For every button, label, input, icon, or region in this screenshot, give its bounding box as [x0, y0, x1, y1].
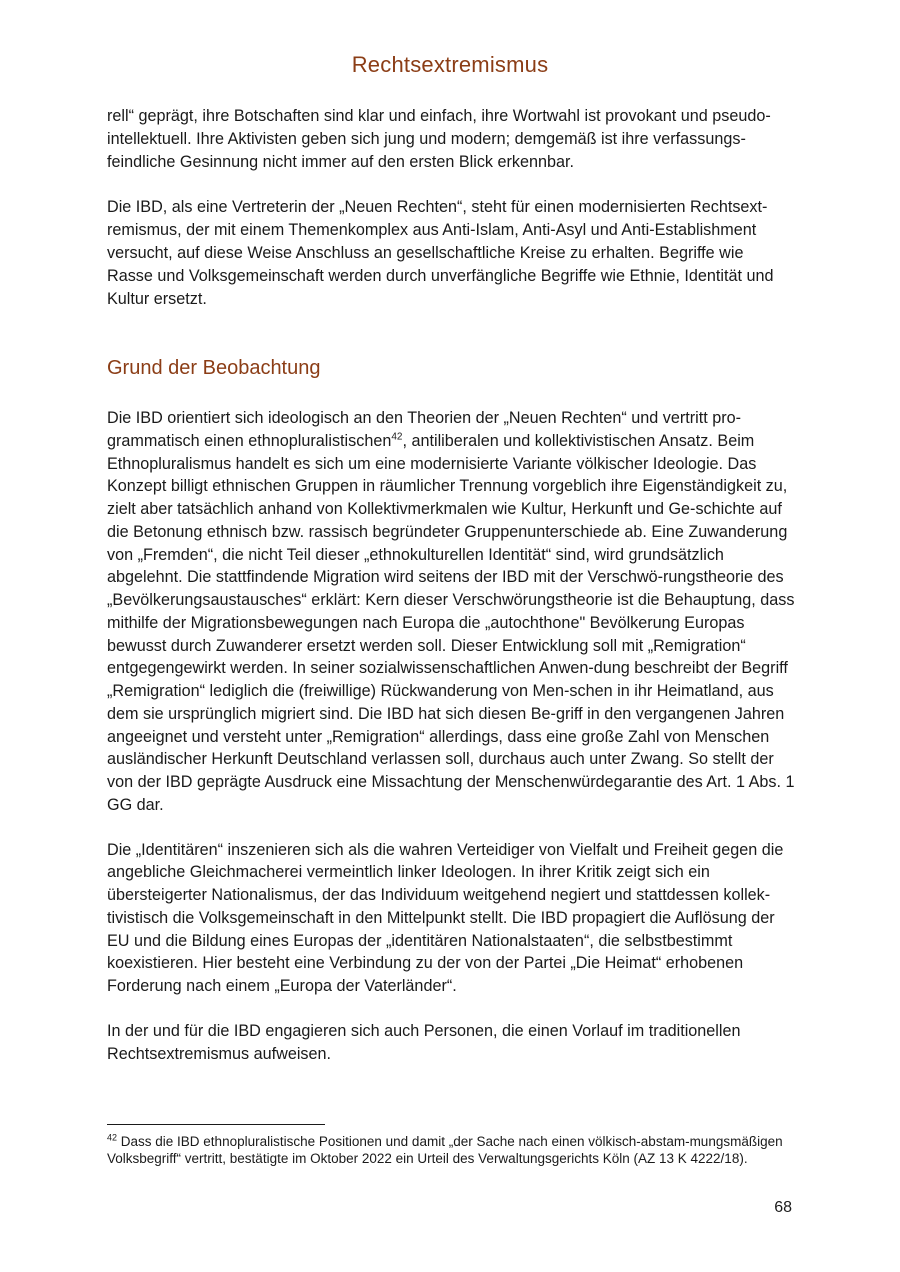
section-paragraph-2: Die „Identitären“ inszenieren sich als die wahren Verteidiger von Vielfalt und Freiheit gegen die angebliche Gleichmacherei vermeintlich linker Ideologen. In ihrer Kritik zeigt sich ein übersteigerter Nationalismus, der das Individuum weitgehend negiert und stattdessen kollek-tivistisch die Volksgemeinschaft in den Mittelpunkt stellt. Die IBD propagiert die Auflösung der EU und die Bildung eines Europas der „identitären Nationalstaaten“, die selbstbestimmt koexistieren. Hier besteht eine Verbindung zu der von der Partei „Die Heimat“ erhobenen Forderung nach einem „Europa der Vaterländer“.: [107, 840, 784, 995]
section-heading: Grund der Beobachtung: [107, 357, 321, 379]
footnote-reference[interactable]: 42: [391, 431, 403, 443]
intro-paragraph-1: rell“ geprägt, ihre Botschaften sind klar und einfach, ihre Wortwahl ist provokant und pseudo-intellektuell. Ihre Aktivisten geben sich jung und modern; demgemäß ist ihre verfassungs-feindliche Gesinnung nicht immer auf den ersten Blick erkennbar.: [107, 107, 771, 171]
section-paragraph-1: [107, 407, 797, 817]
intro-text: [107, 105, 793, 310]
footnote-divider: [107, 1124, 325, 1125]
page-number: 68: [774, 1199, 792, 1216]
paragraph-text: , antiliberalen und kollektivistischen Ansatz. Beim Ethnopluralismus handelt es sich um eine modernisierte Variante völkischer Ideologie. Das Konzept billigt ethnischen Gruppen in räumlicher Trennung vorgeblich ihre Eigenständigkeit zu, zielt aber tatsächlich anhand von Kollektivmerkmalen wie Kultur, Herkunft und Ge-schichte auf die Betonung ethnisch bzw. rassisch begründeter Gruppenunterschiede ab. Eine Zuwanderung von „Fremden“, die nicht Teil dieser „ethnokulturellen Identität“ sind, wird grundsätzlich abgelehnt. Die stattfindende Migration wird seitens der IBD mit der Verschwö-rungstheorie des „Bevölkerungsaustausches“ erklärt: Kern dieser Verschwörungstheorie ist die Behauptung, dass mithilfe der Migrationsbewegungen nach Europa die „autochthone" Bevölkerung Europas bewusst durch Zuwanderer ersetzt werden soll. Dieser Entwicklung soll mit „Remigration“ entgegengewirkt werden. In seiner sozialwissenschaftlichen Anwen-dung beschreibt der Begriff „Remigration“ lediglich die (freiwillige) Rückwanderung von Men-schen in ihr Heimatland, aus dem sie ursprünglich migriert sind. Die IBD hat sich diesen Be-griff in den vergangenen Jahren angeeignet und versteht unter „Remigration“ allerdings, dass eine große Zahl von Menschen ausländischer Herkunft Deutschland verlassen soll, durchaus auch unter Zwang. So stellt der von der IBD geprägte Ausdruck eine Missachtung der Menschenwürdegarantie des Art. 1 Abs. 1 GG dar.: [107, 431, 795, 814]
intro-paragraph-2: Die IBD, als eine Vertreterin der „Neuen Rechten“, steht für einen modernisierten Rechtsext-remismus, der mit einem Themenkomplex aus Anti-Islam, Anti-Asyl und Anti-Establishment versucht, auf diese Weise Anschluss an gesellschaftliche Kreise zu erhalten. Begriffe wie Rasse und Volksgemeinschaft werden durch unverfängliche Begriffe wie Ethnie, Identität und Kultur ersetzt.: [107, 198, 774, 308]
footnote-text: Dass die IBD ethnopluralistische Positionen und damit „der Sache nach einen völkisch-abstam-mungsmäßigen Volksbegriff“ vertritt, bestätigte im Oktober 2022 ein Urteil des Verwaltungsgerichts Köln (AZ 13 K 4222/18).: [107, 1134, 783, 1166]
section-paragraph-3: In der und für die IBD engagieren sich auch Personen, die einen Vorlauf im traditionellen Rechtsextremismus aufweisen.: [107, 1021, 741, 1063]
running-header: Rechtsextremismus: [351, 52, 549, 77]
section-body: [107, 407, 797, 1087]
footnote-number: 42: [107, 1132, 118, 1143]
paragraph-text: Die IBD orientiert sich ideologisch an den Theorien der „Neuen Rechten“ und vertritt pro-grammatisch einen ethnopluralistischen: [107, 409, 742, 450]
footnote: [107, 1133, 793, 1167]
